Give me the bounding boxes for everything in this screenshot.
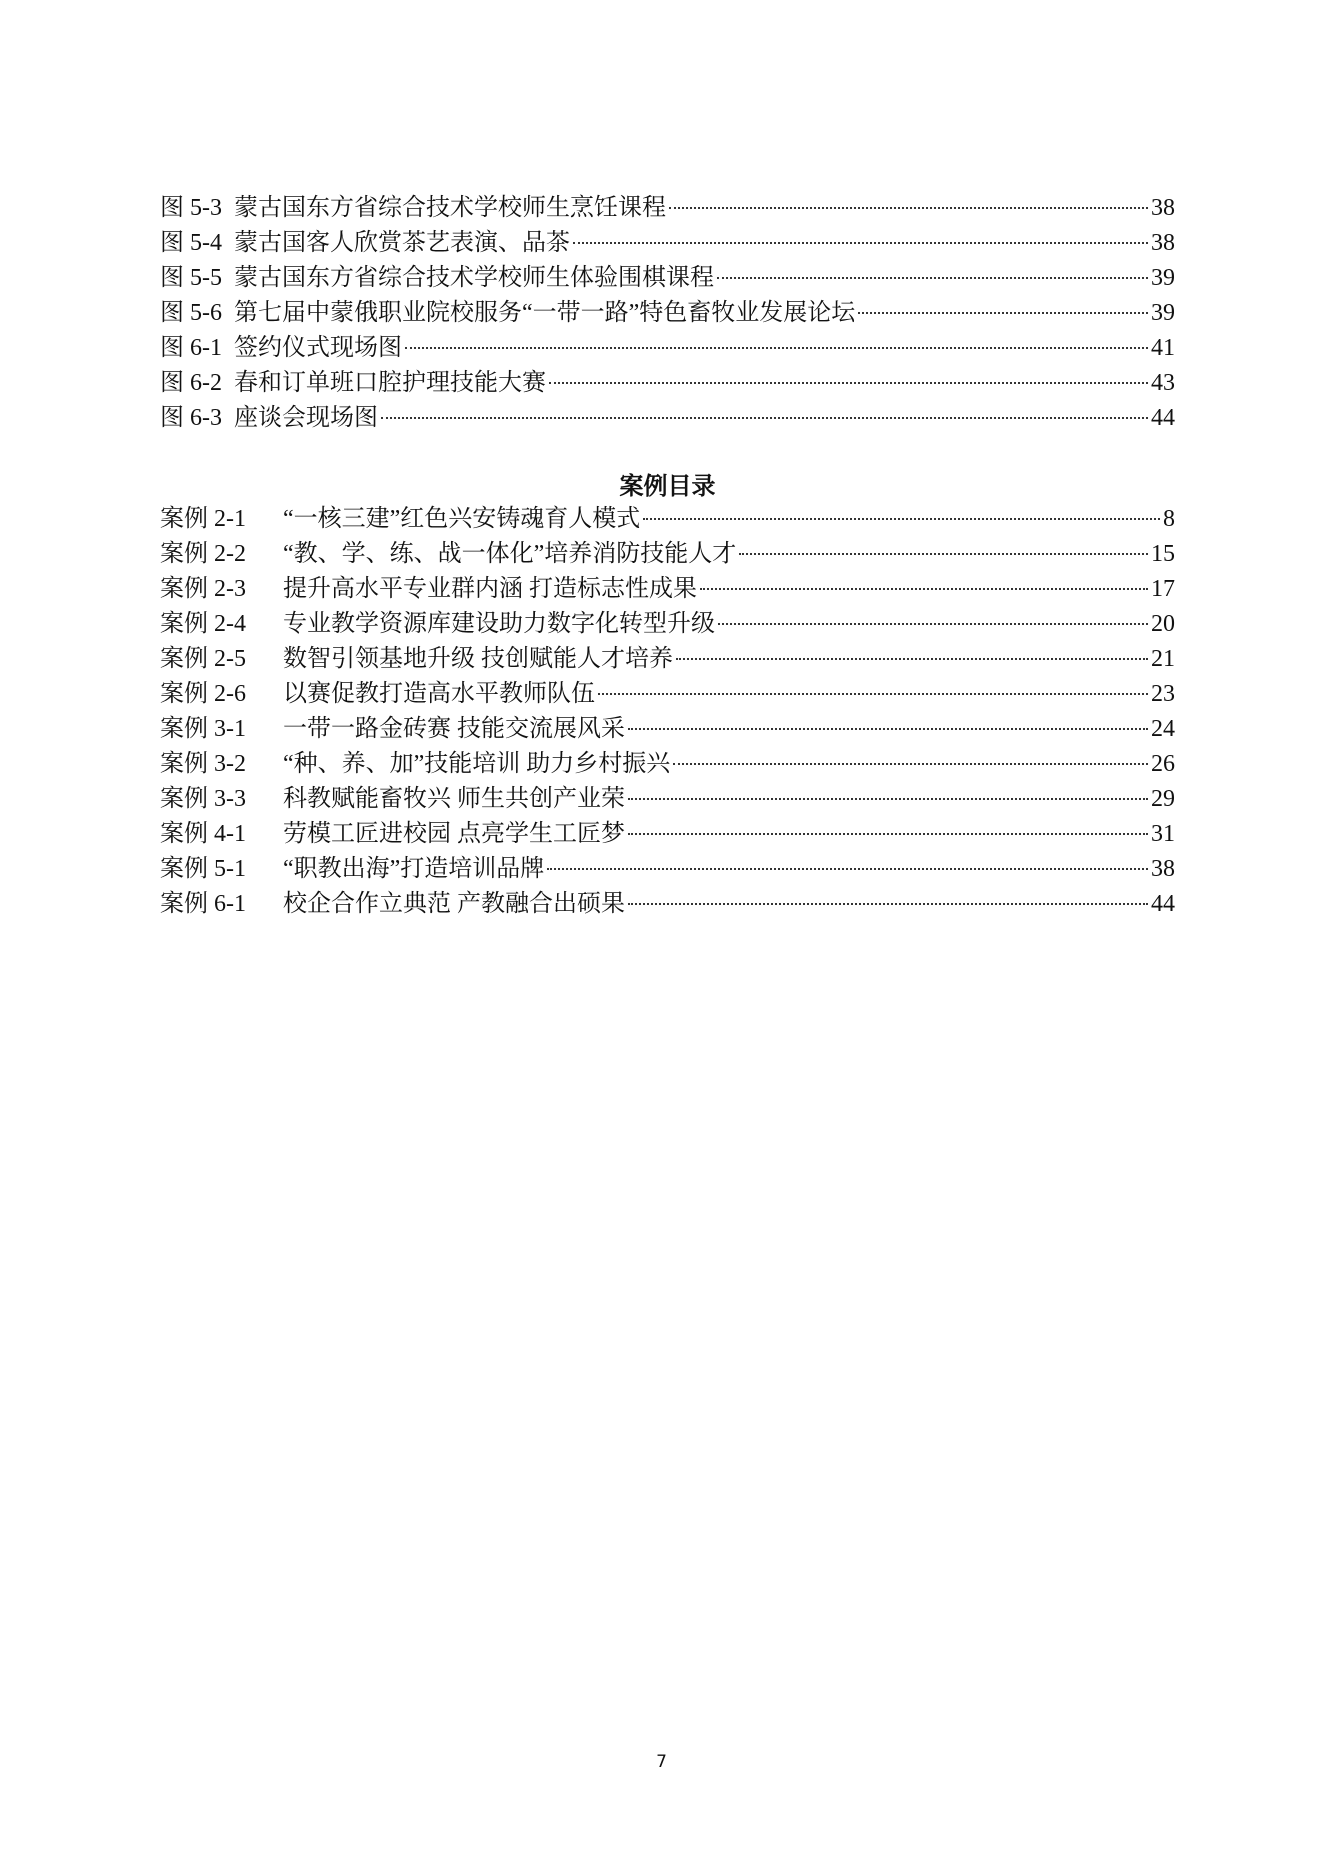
case-label: 案例 3-3 bbox=[160, 786, 246, 812]
figure-page-number: 39 bbox=[1151, 300, 1175, 326]
case-entry bbox=[160, 747, 1175, 782]
dot-leader bbox=[549, 382, 1148, 384]
case-label: 案例 3-1 bbox=[160, 716, 246, 742]
case-label: 案例 2-5 bbox=[160, 646, 246, 672]
case-page-number: 26 bbox=[1151, 751, 1175, 777]
case-page-number: 24 bbox=[1151, 716, 1175, 742]
figure-entry bbox=[160, 296, 1175, 331]
figure-page-number: 43 bbox=[1151, 370, 1175, 396]
case-title: 劳模工匠进校园 点亮学生工匠梦 bbox=[283, 821, 625, 847]
figure-page-number: 38 bbox=[1151, 195, 1175, 221]
figure-title: 签约仪式现场图 bbox=[234, 335, 402, 361]
case-label: 案例 2-1 bbox=[160, 506, 246, 532]
case-entry bbox=[160, 712, 1175, 747]
dot-leader bbox=[739, 553, 1148, 555]
case-entry bbox=[160, 817, 1175, 852]
case-label: 案例 4-1 bbox=[160, 821, 246, 847]
dot-leader bbox=[547, 868, 1148, 870]
case-page-number: 8 bbox=[1163, 506, 1175, 532]
dot-leader bbox=[405, 347, 1148, 349]
case-entry bbox=[160, 537, 1175, 572]
dot-leader bbox=[573, 242, 1148, 244]
case-page-number: 44 bbox=[1151, 891, 1175, 917]
dot-leader bbox=[676, 658, 1148, 660]
page-number: 7 bbox=[656, 1752, 667, 1772]
figure-entry bbox=[160, 331, 1175, 366]
figure-title: 蒙古国客人欣赏茶艺表演、品茶 bbox=[234, 230, 570, 256]
case-entry bbox=[160, 502, 1175, 537]
figure-label: 图 6-3 bbox=[160, 405, 222, 431]
case-title: 以赛促教打造高水平教师队伍 bbox=[283, 681, 595, 707]
case-title: 科教赋能畜牧兴 师生共创产业荣 bbox=[283, 786, 625, 812]
figure-page-number: 41 bbox=[1151, 335, 1175, 361]
dot-leader bbox=[858, 312, 1148, 314]
case-entry bbox=[160, 852, 1175, 887]
case-page-number: 15 bbox=[1151, 541, 1175, 567]
figure-title: 座谈会现场图 bbox=[234, 405, 378, 431]
case-list bbox=[160, 502, 1175, 922]
case-title: 一带一路金砖赛 技能交流展风采 bbox=[283, 716, 625, 742]
figure-label: 图 6-2 bbox=[160, 370, 222, 396]
dot-leader bbox=[700, 588, 1148, 590]
case-title: “种、养、加”技能培训 助力乡村振兴 bbox=[283, 751, 671, 777]
figure-entry bbox=[160, 226, 1175, 261]
figure-entry bbox=[160, 261, 1175, 296]
figure-label: 图 5-3 bbox=[160, 195, 222, 221]
case-title: “职教出海”打造培训品牌 bbox=[283, 856, 545, 882]
case-entry bbox=[160, 572, 1175, 607]
dot-leader bbox=[598, 693, 1148, 695]
case-title: 数智引领基地升级 技创赋能人才培养 bbox=[283, 646, 673, 672]
case-title: 专业教学资源库建设助力数字化转型升级 bbox=[283, 611, 715, 637]
figure-title: 春和订单班口腔护理技能大赛 bbox=[234, 370, 546, 396]
figure-label: 图 5-6 bbox=[160, 300, 222, 326]
case-entry bbox=[160, 782, 1175, 817]
case-title: “一核三建”红色兴安铸魂育人模式 bbox=[283, 506, 641, 532]
case-label: 案例 6-1 bbox=[160, 891, 246, 917]
case-title: 提升高水平专业群内涵 打造标志性成果 bbox=[283, 576, 697, 602]
dot-leader bbox=[718, 623, 1148, 625]
case-page-number: 31 bbox=[1151, 821, 1175, 847]
case-page-number: 21 bbox=[1151, 646, 1175, 672]
dot-leader bbox=[643, 518, 1160, 520]
dot-leader bbox=[673, 763, 1148, 765]
case-entry bbox=[160, 677, 1175, 712]
dot-leader bbox=[717, 277, 1148, 279]
figure-title: 第七届中蒙俄职业院校服务“一带一路”特色畜牧业发展论坛 bbox=[234, 300, 856, 326]
cases-heading: 案例目录 bbox=[619, 472, 716, 500]
case-label: 案例 5-1 bbox=[160, 856, 246, 882]
case-entry bbox=[160, 642, 1175, 677]
case-label: 案例 2-6 bbox=[160, 681, 246, 707]
dot-leader bbox=[381, 417, 1148, 419]
case-entry bbox=[160, 607, 1175, 642]
dot-leader bbox=[628, 798, 1148, 800]
figure-title: 蒙古国东方省综合技术学校师生烹饪课程 bbox=[234, 195, 666, 221]
case-page-number: 38 bbox=[1151, 856, 1175, 882]
figure-title: 蒙古国东方省综合技术学校师生体验围棋课程 bbox=[234, 265, 714, 291]
figure-page-number: 38 bbox=[1151, 230, 1175, 256]
figure-entry bbox=[160, 191, 1175, 226]
figure-label: 图 5-4 bbox=[160, 230, 222, 256]
case-label: 案例 2-3 bbox=[160, 576, 246, 602]
case-label: 案例 2-4 bbox=[160, 611, 246, 637]
dot-leader bbox=[669, 207, 1148, 209]
case-title: 校企合作立典范 产教融合出硕果 bbox=[283, 891, 625, 917]
case-label: 案例 2-2 bbox=[160, 541, 246, 567]
figure-page-number: 44 bbox=[1151, 405, 1175, 431]
figure-page-number: 39 bbox=[1151, 265, 1175, 291]
case-page-number: 20 bbox=[1151, 611, 1175, 637]
figure-label: 图 6-1 bbox=[160, 335, 222, 361]
case-title: “教、学、练、战一体化”培养消防技能人才 bbox=[283, 541, 737, 567]
dot-leader bbox=[628, 728, 1148, 730]
figure-entry bbox=[160, 401, 1175, 436]
case-label: 案例 3-2 bbox=[160, 751, 246, 777]
dot-leader bbox=[628, 903, 1148, 905]
case-entry bbox=[160, 887, 1175, 922]
figure-list bbox=[160, 191, 1175, 436]
case-page-number: 17 bbox=[1151, 576, 1175, 602]
case-page-number: 23 bbox=[1151, 681, 1175, 707]
figure-entry bbox=[160, 366, 1175, 401]
case-page-number: 29 bbox=[1151, 786, 1175, 812]
dot-leader bbox=[628, 833, 1148, 835]
figure-label: 图 5-5 bbox=[160, 265, 222, 291]
